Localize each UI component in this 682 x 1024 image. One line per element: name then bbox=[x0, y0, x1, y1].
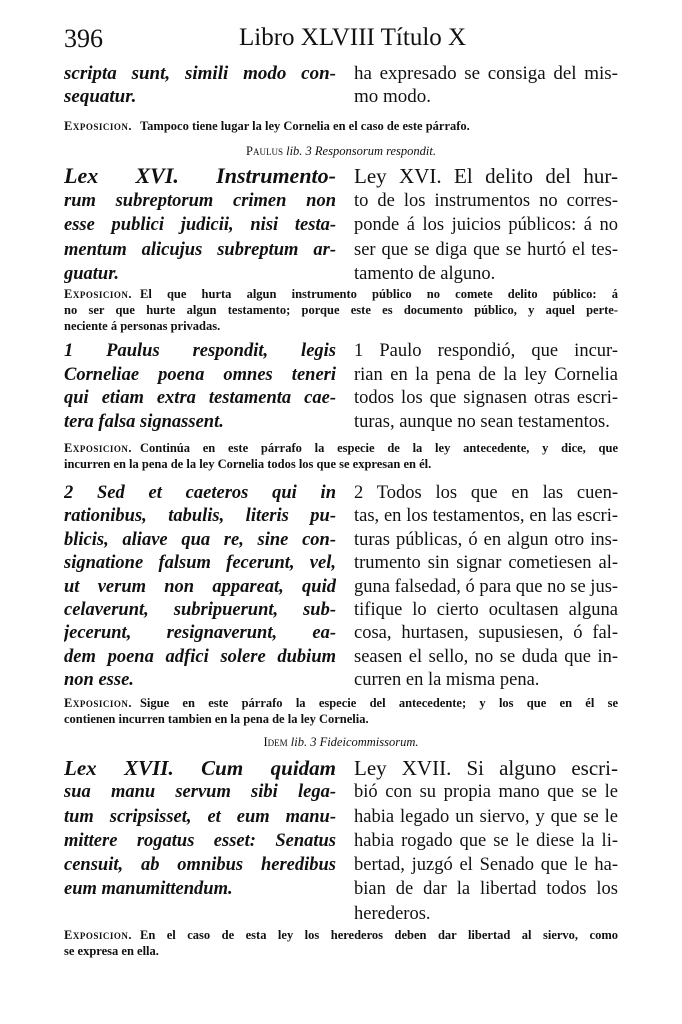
spanish-column bbox=[354, 62, 618, 108]
latin-line: blicis, aliave qua re, sine con- bbox=[64, 529, 336, 550]
spanish-line: herederos. bbox=[354, 903, 431, 924]
latin-column bbox=[64, 756, 336, 902]
latin-line: tum scripsisset, et eum manu- bbox=[64, 806, 336, 827]
exposicion-text: contienen incurren tambien en la pena de la ley Cornelia. bbox=[64, 712, 369, 726]
spanish-line: tifique lo cierto ocultasen alguna bbox=[354, 600, 618, 621]
spanish-line: trumento sin signar cometiesen al- bbox=[354, 553, 618, 574]
source-work: lib. 3 Responsorum respondit. bbox=[286, 144, 436, 158]
spanish-line: Ley XVII. Si alguno escri- bbox=[354, 756, 618, 780]
spanish-line: cosa, hurtasen, supusiesen, ó fal- bbox=[354, 623, 618, 644]
exposicion-text: neciente á personas privadas. bbox=[64, 319, 221, 333]
latin-column bbox=[64, 62, 336, 108]
spanish-line: ser que se diga que se hurtó el tes- bbox=[354, 239, 618, 260]
spanish-line: turas públicas, ó en algun otro ins- bbox=[354, 529, 618, 550]
latin-column bbox=[64, 164, 336, 287]
exposicion-text: Tampoco tiene lugar la ley Cornelia en el caso de este párrafo. bbox=[139, 119, 470, 133]
latin-line: Corneliae poena omnes teneri bbox=[64, 364, 336, 385]
exposicion-text: Sigue en este párrafo la especie del antecedente; y los que en él se bbox=[139, 696, 618, 710]
source-citation bbox=[64, 144, 618, 159]
spanish-line: turas, aunque no sean testamentos. bbox=[354, 411, 610, 432]
spanish-column bbox=[354, 756, 618, 926]
spanish-line: habia rogado que se le diese la li- bbox=[354, 830, 618, 851]
spanish-line: curren en la misma pena. bbox=[354, 670, 540, 691]
latin-line: Lex XVII. Cum quidam bbox=[64, 756, 336, 780]
latin-line: rum subreptorum crimen non bbox=[64, 190, 336, 211]
spanish-line: 1 Paulo respondió, que incur- bbox=[354, 341, 618, 361]
page-header bbox=[64, 24, 612, 54]
spanish-line: todos los que signasen otras escri- bbox=[354, 388, 618, 408]
latin-line: mentum alicujus subreptum ar- bbox=[64, 239, 336, 260]
exposicion-label: Exposicion. bbox=[64, 287, 132, 301]
spanish-line: ha expresado se consiga del mis- bbox=[354, 63, 618, 84]
exposicion-note bbox=[64, 118, 618, 134]
spanish-line: bian de dar la libertad todos los bbox=[354, 879, 618, 900]
latin-column bbox=[64, 340, 336, 434]
latin-line: esse publici judicii, nisi testa- bbox=[64, 215, 336, 236]
latin-line: eum manumittendum. bbox=[64, 879, 233, 900]
source-author: Paulus bbox=[246, 144, 283, 158]
spanish-line: mo modo. bbox=[354, 86, 432, 107]
latin-line: Lex XVI. Instrumento- bbox=[64, 164, 336, 188]
latin-line: 1 Paulus respondit, legis bbox=[64, 341, 336, 361]
spanish-line: Ley XVI. El delito del hur- bbox=[354, 164, 618, 188]
exposicion-label: Exposicion. bbox=[64, 696, 132, 710]
spanish-line: bió con su propia mano que se le bbox=[354, 782, 618, 803]
exposicion-text: El que hurta algun instrumento público no comete delito público: á bbox=[139, 287, 618, 301]
page-number: 396 bbox=[64, 24, 103, 53]
exposicion-text: Continúa en este párrafo la especie de la ley antecedente, y dice, que bbox=[139, 441, 618, 455]
latin-line: mittere rogatus esset: Senatus bbox=[64, 830, 336, 851]
exposicion-text: se expresa en ella. bbox=[64, 944, 159, 958]
latin-line: celaverunt, subripuerunt, sub- bbox=[64, 600, 336, 621]
spanish-line: tas, en los testamentos, en las escri- bbox=[354, 506, 618, 527]
latin-line: qui etiam extra testamenta cae- bbox=[64, 388, 336, 408]
exposicion-note bbox=[64, 695, 618, 727]
spanish-line: seasen el sello, no se duda que in- bbox=[354, 646, 618, 667]
latin-line: sua manu servum sibi lega- bbox=[64, 782, 336, 803]
spanish-line: bertad, juzgó el Senado que le ha- bbox=[354, 855, 618, 876]
latin-line: non esse. bbox=[64, 670, 134, 691]
exposicion-text: incurren en la pena de la ley Cornelia todos los que se expresan en él. bbox=[64, 457, 432, 471]
spanish-column bbox=[354, 164, 618, 287]
latin-line: tera falsa signassent. bbox=[64, 411, 224, 432]
latin-line: scripta sunt, simili modo con- bbox=[64, 63, 336, 84]
exposicion-note bbox=[64, 286, 618, 334]
latin-line: jecerunt, resignaverunt, ea- bbox=[64, 623, 336, 644]
running-title: Libro XLVIII Título X bbox=[239, 24, 467, 51]
spanish-line: 2 Todos los que en las cuen- bbox=[354, 483, 618, 503]
spanish-line: tamento de alguno. bbox=[354, 264, 496, 285]
latin-line: censuit, ab omnibus heredibus bbox=[64, 855, 336, 876]
spanish-column bbox=[354, 482, 618, 693]
spanish-line: ponde á los juicios públicos: á no bbox=[354, 215, 618, 236]
exposicion-note bbox=[64, 440, 618, 472]
exposicion-label: Exposicion. bbox=[64, 441, 132, 455]
latin-line: ut verum non appareat, quid bbox=[64, 576, 336, 597]
source-author: Idem bbox=[263, 735, 288, 749]
spanish-column bbox=[354, 340, 618, 434]
exposicion-text: no ser que hurte algun testamento; porque este es documento público, y aquel perte- bbox=[64, 303, 618, 317]
spanish-line: to de los instrumentos no corres- bbox=[354, 190, 618, 211]
latin-line: rationibus, tabulis, literis pu- bbox=[64, 506, 336, 527]
exposicion-label: Exposicion. bbox=[64, 928, 132, 942]
latin-line: signatione falsum fecerunt, vel, bbox=[64, 553, 336, 574]
source-work: lib. 3 Fideicommissorum. bbox=[290, 735, 419, 749]
spanish-line: rian en la pena de la ley Cornelia bbox=[354, 364, 618, 385]
latin-line: 2 Sed et caeteros qui in bbox=[64, 483, 336, 503]
latin-line: dem poena adfici solere dubium bbox=[64, 646, 336, 667]
exposicion-label: Exposicion. bbox=[64, 119, 132, 133]
source-citation bbox=[64, 735, 618, 750]
latin-line: sequatur. bbox=[64, 86, 137, 107]
spanish-line: guna falsedad, ó para que no se jus- bbox=[354, 576, 618, 597]
latin-line: guatur. bbox=[64, 264, 120, 285]
latin-column bbox=[64, 482, 336, 693]
exposicion-text: En el caso de esta ley los herederos deben dar libertad al siervo, como bbox=[139, 928, 618, 942]
exposicion-note bbox=[64, 927, 618, 959]
spanish-line: habia legado un siervo, y que se le bbox=[354, 806, 618, 827]
